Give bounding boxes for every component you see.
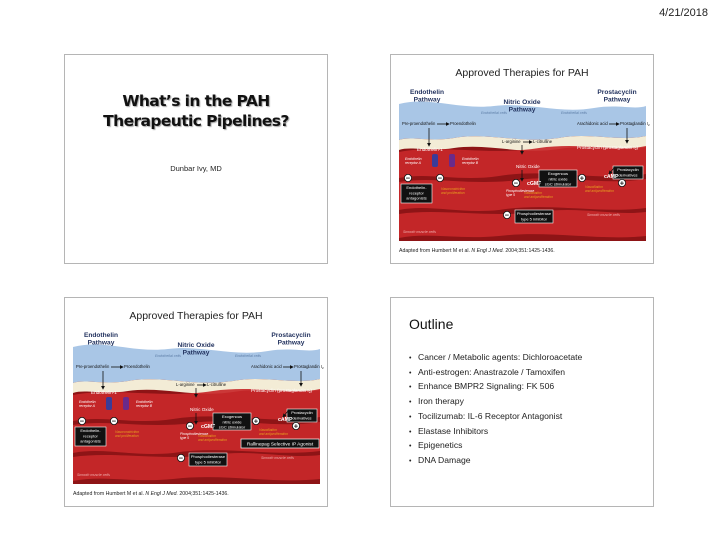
vasodilation-label: and antiproliferation xyxy=(198,437,227,442)
pde5-inhibitor-box-label: Phosphodiesterase xyxy=(516,211,552,217)
minus-sign-icon-glyph: − xyxy=(437,173,443,183)
slide-1-title[interactable] xyxy=(64,54,328,264)
endothelin-antagonists-box-label: receptor xyxy=(409,190,424,196)
bullet-icon: • xyxy=(409,384,412,392)
endothelin-pathway-heading: Pathway xyxy=(413,96,441,104)
endothelin-antagonists-box-label: receptor xyxy=(83,433,98,439)
citation xyxy=(73,491,229,497)
endothelin-pathway-heading: Endothelin xyxy=(83,332,119,339)
outline-item-text: Anti-estrogen: Anastrazole / Tamoxifen xyxy=(418,366,565,377)
exogenous-no-box-label: sGC stimulator xyxy=(218,424,246,430)
minus-sign-icon-glyph: − xyxy=(178,453,184,463)
smooth-muscle-cells-label: Smooth muscle cells xyxy=(403,230,436,234)
minus-sign-icon-glyph: − xyxy=(187,421,193,431)
receptor-b-label: receptor B xyxy=(136,404,153,408)
receptor-a-label: receptor A xyxy=(405,161,422,165)
minus-sign-icon-glyph: − xyxy=(111,416,117,426)
author-name: Dunbar Ivy, MD xyxy=(170,164,222,173)
prostacyclin-derivatives-box-label: Prostacyclin xyxy=(617,167,639,173)
citation-authors: Adapted from Humbert M et al. xyxy=(399,248,472,254)
vasodilation-label: Vasodilation xyxy=(585,185,603,189)
cgmp-label: cGMP xyxy=(201,424,216,430)
prostacyclin-derivatives-box-label: derivatives xyxy=(618,172,638,178)
outline-item-text: Epigenetics xyxy=(418,440,463,451)
plus-sign-icon-glyph: + xyxy=(253,416,259,426)
vasodilation-label: and antiproliferation xyxy=(259,431,288,436)
receptor-b-label: Endothelin xyxy=(462,157,479,161)
prostacyclin-pgi-label: Prostacyclin (prostaglandin $I_2$) xyxy=(251,388,313,394)
outline-item-text: Cancer / Metabolic agents: Dichloroacetate xyxy=(418,352,583,362)
smooth-muscle-cell xyxy=(73,421,320,454)
bullet-icon: • xyxy=(409,443,412,451)
prostacyclin-pathway-heading: Pathway xyxy=(603,96,631,104)
outline-item xyxy=(409,439,582,454)
receptor-a-icon xyxy=(432,154,438,167)
citation-journal: N Engl J Med. xyxy=(471,248,504,254)
vasodilation-label: Vasodilation xyxy=(198,434,216,438)
plus-sign-icon-glyph: + xyxy=(293,421,299,431)
endothelial-cells-label: Endothelial cells xyxy=(561,111,587,115)
vasoconstriction-label: Vasoconstriction xyxy=(115,430,140,434)
nitric-oxide-pathway-heading: Nitric Oxide xyxy=(503,99,541,106)
endothelial-cells-label: Endothelial cells xyxy=(481,111,507,115)
phosphodiesterase-label: Phosphodiesterase xyxy=(506,189,535,193)
pah-pathways-figure xyxy=(73,329,324,484)
pde5-inhibitor-box-label: type 5 inhibitor xyxy=(520,216,548,222)
pre-proendothelin-label: Pre-proendothelin xyxy=(402,121,436,126)
endothelial-cells-label: Endothelial cells xyxy=(155,354,181,358)
outline-item xyxy=(409,410,582,425)
citation-journal: N Engl J Med. xyxy=(145,491,178,497)
receptor-a-label: receptor A xyxy=(79,404,96,408)
prostaglandin-label: Prostaglandin $I_2$ xyxy=(294,364,324,370)
vasoconstriction-label: and proliferation xyxy=(115,433,139,438)
outline-list xyxy=(409,351,582,469)
receptor-b-label: Endothelin xyxy=(136,400,153,404)
pde5-inhibitor-box-label: type 5 inhibitor xyxy=(194,459,222,465)
minus-sign-icon-glyph: − xyxy=(405,173,411,183)
vasodilation-label: and antiproliferation xyxy=(524,194,553,199)
subscript: 2 xyxy=(647,123,650,127)
l-citrulline-label: L-citrulline xyxy=(207,382,227,387)
outline-title: Outline xyxy=(409,316,454,332)
receptor-a-icon xyxy=(106,397,112,410)
receptor-b-icon xyxy=(449,154,455,167)
nitric-oxide-label: Nitric Oxide xyxy=(516,164,540,169)
subscript: 2 xyxy=(308,390,311,394)
vasodilation-label: and antiproliferation xyxy=(585,188,614,193)
smooth-muscle-cells-label: Smooth muscle cells xyxy=(261,456,294,460)
cgmp-label: cGMP xyxy=(527,181,542,187)
bullet-icon: • xyxy=(409,399,412,407)
bullet-icon: • xyxy=(409,369,412,377)
minus-sign-icon-glyph: − xyxy=(513,178,519,188)
exogenous-no-box-label: nitric oxide xyxy=(548,176,568,182)
bullet-icon: • xyxy=(409,355,412,362)
vasoconstriction-label: Vasoconstriction xyxy=(441,187,466,191)
rallinepag-label: Rallinepag Selective IP Agonist xyxy=(246,442,314,448)
phosphodiesterase-label: Phosphodiesterase xyxy=(180,432,209,436)
pathway-diagram xyxy=(73,329,324,484)
citation xyxy=(399,248,555,254)
closing-paren: ) xyxy=(636,145,639,150)
l-arginine-label: L-arginine xyxy=(176,382,195,387)
outline-item-text: DNA Damage xyxy=(418,454,471,465)
outline-item-text: Tocilizumab: IL-6 Receptor Antagonist xyxy=(418,410,563,421)
outline-item xyxy=(409,366,582,381)
prostacyclin-pathway-heading: Prostacyclin xyxy=(271,332,311,339)
plus-sign-icon-glyph: + xyxy=(579,173,585,183)
endothelin-pathway-heading: Endothelin xyxy=(409,89,445,96)
bullet-icon: • xyxy=(409,457,412,465)
citation-details: 2004;351:1425-1436. xyxy=(503,248,555,254)
outline-item xyxy=(409,351,582,366)
slide-title: Approved Therapies for PAH xyxy=(129,310,263,322)
endothelin-antagonists-box-label: Endothelin- xyxy=(80,428,101,434)
bullet-icon: • xyxy=(409,428,412,436)
bullet-icon: • xyxy=(409,413,412,421)
receptor-b-label: receptor B xyxy=(462,161,479,165)
prostacyclin-pathway-heading: Prostacyclin xyxy=(597,89,637,96)
pde5-inhibitor-box-label: Phosphodiesterase xyxy=(190,454,226,460)
prostaglandin-label: Prostaglandin $I_2$ xyxy=(620,121,650,127)
proendothelin-label: Proendothelin xyxy=(450,121,476,126)
camp-label: cAMP xyxy=(278,417,293,423)
exogenous-no-box-label: nitric oxide xyxy=(222,419,242,425)
presentation-title: What’s in the PAH Therapeutic Pipelines? xyxy=(103,92,289,130)
pathway-diagram xyxy=(399,86,650,241)
print-date: 4/21/2018 xyxy=(659,7,708,19)
slide-title: Approved Therapies for PAH xyxy=(455,67,589,79)
smooth-muscle-cells-label: Smooth muscle cells xyxy=(77,473,110,477)
exogenous-no-box-label: Exogenous xyxy=(221,414,243,420)
endothelin-1-label: Endothelin-1 xyxy=(91,390,117,395)
prostacyclin-derivatives-box-label: Prostacyclin xyxy=(291,410,313,416)
l-citrulline-label: L-citrulline xyxy=(533,139,553,144)
endothelin-antagonists-box-label: Endothelin- xyxy=(406,185,427,191)
proendothelin-label: Proendothelin xyxy=(124,364,150,369)
minus-sign-icon-glyph: − xyxy=(79,416,85,426)
nitric-oxide-pathway-heading: Pathway xyxy=(508,106,536,114)
prostacyclin-derivatives-box-label: derivatives xyxy=(292,415,312,421)
slide-2-approved-therapies[interactable] xyxy=(390,54,654,264)
vasoconstriction-label: and proliferation xyxy=(441,190,465,195)
vasodilation-label: Vasodilation xyxy=(524,191,542,195)
arachidonic-acid-label: Arachidonic acid xyxy=(577,121,608,126)
outline-item xyxy=(409,425,582,440)
outline-item-text: Enhance BMPR2 Signaling: FK 506 xyxy=(418,381,555,392)
arachidonic-acid-label: Arachidonic acid xyxy=(251,364,282,369)
subscript: 2 xyxy=(321,366,324,370)
outline-item-text: Elastase Inhibitors xyxy=(418,425,489,436)
smooth-muscle-cells-label: Smooth muscle cells xyxy=(587,213,620,217)
nitric-oxide-pathway-heading: Nitric Oxide xyxy=(177,342,215,349)
receptor-a-label: Endothelin xyxy=(79,400,96,404)
prostacyclin-pgi-label: Prostacyclin (prostaglandin $I_2$) xyxy=(577,145,639,151)
subscript: 2 xyxy=(634,147,637,151)
closing-paren: ) xyxy=(310,388,313,393)
endothelin-pathway-heading: Pathway xyxy=(87,339,115,347)
camp-label: cAMP xyxy=(604,174,619,180)
vasodilation-label: Vasodilation xyxy=(259,428,277,432)
citation-authors: Adapted from Humbert M et al. xyxy=(73,491,146,497)
outline-item xyxy=(409,380,582,395)
receptor-a-label: Endothelin xyxy=(405,157,422,161)
phosphodiesterase-label: type 5 xyxy=(506,192,515,197)
l-arginine-label: L-arginine xyxy=(502,139,521,144)
endothelin-antagonists-box-label: antagonists xyxy=(406,195,427,201)
outline-item xyxy=(409,454,582,469)
phosphodiesterase-label: type 5 xyxy=(180,435,189,440)
endothelin-1-label: Endothelin-1 xyxy=(417,147,443,152)
pah-pathways-figure xyxy=(399,86,650,241)
receptor-b-icon xyxy=(123,397,129,410)
minus-sign-icon-glyph: − xyxy=(504,210,510,220)
endothelin-antagonists-box-label: antagonists xyxy=(80,438,101,444)
outline-item xyxy=(409,395,582,410)
exogenous-no-box-label: Exogenous xyxy=(547,171,569,177)
outline-item-text: Iron therapy xyxy=(418,396,464,407)
exogenous-no-box-label: sGC stimulator xyxy=(544,181,572,187)
endothelial-cells-label: Endothelial cells xyxy=(235,354,261,358)
prostacyclin-pathway-heading: Pathway xyxy=(277,339,305,347)
slide-3-approved-therapies[interactable] xyxy=(64,297,328,507)
nitric-oxide-pathway-heading: Pathway xyxy=(182,349,210,357)
slide-4-outline[interactable] xyxy=(390,297,654,507)
plus-sign-icon-glyph: + xyxy=(619,178,625,188)
nitric-oxide-label: Nitric Oxide xyxy=(190,407,214,412)
citation-details: 2004;351:1425-1436. xyxy=(177,491,229,497)
pre-proendothelin-label: Pre-proendothelin xyxy=(76,364,110,369)
smooth-muscle-cell xyxy=(399,178,646,211)
